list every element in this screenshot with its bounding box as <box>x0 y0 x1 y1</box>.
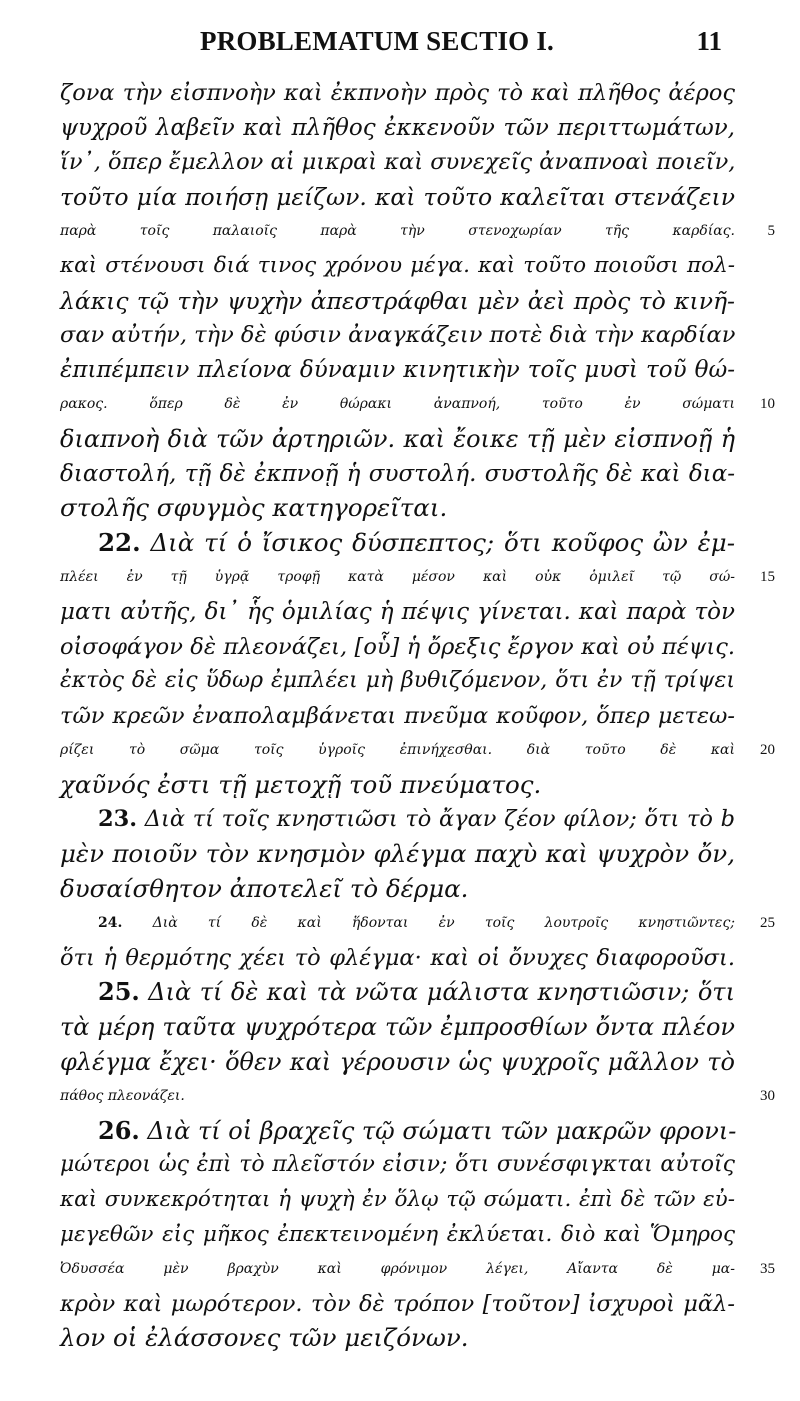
text-line <box>60 111 735 146</box>
text-line <box>60 1045 735 1080</box>
line-number-marker: 20 <box>760 742 775 759</box>
line-text: Διὰ τί δὲ καὶ τὰ νῶτα μάλιστα κνηστιῶσιν; ὅτι <box>148 978 735 1007</box>
line-number-marker: 5 <box>767 223 775 240</box>
text-line <box>60 1183 735 1218</box>
text-line <box>60 1114 735 1149</box>
problem-number: 25. <box>98 977 140 1007</box>
text-line <box>60 526 735 561</box>
text-line <box>60 560 775 595</box>
running-title: PROBLEMATUM SECTIO I. <box>200 26 554 56</box>
text-line <box>60 318 735 353</box>
line-text: Ὀδυσσέα μὲν βραχὺν καὶ φρόνιμον λέγει, Αἴαντα δὲ μα- <box>60 1261 735 1278</box>
line-number-marker: 10 <box>760 396 775 413</box>
text-line <box>60 1148 735 1183</box>
text-line <box>60 1079 775 1114</box>
text-line <box>60 284 735 319</box>
text-line <box>60 837 735 872</box>
line-text: καὶ στένουσι διά τινος χρόνου μέγα. καὶ τοῦτο ποιοῦσι πολ- <box>60 252 735 278</box>
text-line <box>60 872 735 907</box>
text-line <box>60 422 735 457</box>
line-number-marker: 15 <box>760 569 775 586</box>
line-text: χαῦνός ἐστι τῇ μετοχῇ τοῦ πνεύματος. <box>60 769 542 799</box>
line-number-marker: 30 <box>760 1088 775 1105</box>
body-text <box>60 76 775 1356</box>
line-text: Διὰ τί οἱ βραχεῖς τῷ σώματι τῶν μακρῶν φρονι- <box>147 1116 737 1145</box>
line-text: φλέγμα ἔχει· ὅθεν καὶ γέρουσιν ὡς ψυχροῖς μᾶλλον τὸ <box>60 1047 735 1076</box>
line-text: παρὰ τοῖς παλαιοῖς παρὰ τὴν στενοχωρίαν τῆς καρδίας. <box>60 223 735 240</box>
text-line <box>60 941 735 976</box>
line-text: διαπνοὴ διὰ τῶν ἀρτηριῶν. καὶ ἔοικε τῇ μὲν εἰσπνοῇ ἡ <box>60 424 735 453</box>
line-text: Διὰ τί τοῖς κνηστιῶσι τὸ ἄγαν ζέον φίλον; ὅτι τὸ b <box>144 806 735 833</box>
line-text: ἐκτὸς δὲ εἰς ὕδωρ ἐμπλέει μὴ βυθιζόμενον, ὅτι ἐν τῇ τρίψει <box>60 668 735 694</box>
text-line <box>60 664 735 699</box>
line-text: μώτεροι ὡς ἐπὶ τὸ πλεῖστόν εἰσιν; ὅτι συνέσφιγκται αὐτοῖς <box>60 1152 735 1178</box>
line-text: λάκις τῷ τὴν ψυχὴν ἀπεστράφθαι μὲν ἀεὶ πρὸς τὸ κινῆ- <box>60 286 735 315</box>
text-line <box>60 353 735 388</box>
text-line <box>60 630 735 665</box>
text-line <box>60 1252 775 1287</box>
text-line <box>60 180 735 215</box>
line-text: ζονα τὴν εἰσπνοὴν καὶ ἐκπνοὴν πρὸς τὸ καὶ πλῆθος ἀέρος <box>60 80 735 106</box>
line-text: λον οἱ ἐλάσσονες τῶν μειζόνων. <box>60 1323 469 1353</box>
line-text: πάθος πλεονάζει. <box>60 1088 185 1105</box>
line-number-marker: 35 <box>760 1261 775 1278</box>
line-text: ρακος. ὅπερ δὲ ἐν θώρακι ἀναπνοή, τοῦτο ἐν σώματι <box>60 396 735 413</box>
page-number: 11 <box>696 26 722 56</box>
line-text: δυσαίσθητον ἀποτελεῖ τὸ δέρμα. <box>60 873 469 903</box>
problem-number: 24. <box>98 915 123 932</box>
line-text: τῶν κρεῶν ἐναπολαμβάνεται πνεῦμα κοῦφον, ὅπερ μετεω- <box>60 702 735 729</box>
line-text: ἵν᾽, ὅπερ ἔμελλον αἱ μικραὶ καὶ συνεχεῖς ἀναπνοαὶ ποιεῖν, <box>60 149 736 176</box>
text-line <box>60 906 775 941</box>
line-text: Διὰ τί ὁ ἴσικος δύσπεπτος; ὅτι κοῦφος ὢν ἐμ- <box>150 527 735 557</box>
line-text: ματι αὐτῆς, δι᾽ ἧς ὁμιλίας ἡ πέψις γίνεται. καὶ παρὰ τὸν <box>60 598 735 625</box>
line-number-marker: 25 <box>760 915 775 932</box>
line-text: ἐπιπέμπειν πλείονα δύναμιν κινητικὴν τοῖς μυσὶ τοῦ θώ- <box>60 356 735 383</box>
line-text: διαστολή, τῇ δὲ ἐκπνοῇ ἡ συστολή. συστολῆς δὲ καὶ δια- <box>60 460 735 487</box>
text-line <box>60 387 775 422</box>
text-line <box>60 457 735 492</box>
problem-number: 23. <box>98 806 138 833</box>
text-line <box>60 1321 735 1356</box>
line-text: κρὸν καὶ μωρότερον. τὸν δὲ τρόπον [τοῦτον] ἰσχυροὶ μᾶλ- <box>60 1290 735 1317</box>
text-line <box>60 76 735 111</box>
text-line <box>60 733 775 768</box>
line-text: στολῆς σφυγμὸς κατηγορεῖται. <box>60 493 448 523</box>
text-line <box>60 802 735 837</box>
page-header <box>0 26 800 62</box>
text-line <box>60 975 735 1010</box>
text-line <box>60 1287 735 1322</box>
line-text: καὶ συνκεκρότηται ἡ ψυχὴ ἐν ὅλῳ τῷ σώματι. ἐπὶ δὲ τῶν εὐ- <box>60 1187 735 1212</box>
text-line <box>60 768 735 803</box>
text-line <box>60 699 735 734</box>
text-line <box>60 491 735 526</box>
text-line <box>60 1010 735 1045</box>
line-text: πλέει ἐν τῇ ὑγρᾷ τροφῇ κατὰ μέσον καὶ οὐκ ὁμιλεῖ τῷ σώ- <box>60 569 735 586</box>
line-text: ρίζει τὸ σῶμα τοῖς ὑγροῖς ἐπινήχεσθαι. διὰ τοῦτο δὲ καὶ <box>60 742 735 759</box>
problem-number: 22. <box>98 527 141 557</box>
text-line <box>60 214 775 249</box>
line-text: μεγεθῶν εἰς μῆκος ἐπεκτεινομένη ἐκλύεται. διὸ καὶ Ὅμηρος <box>60 1221 735 1247</box>
line-text: Διὰ τί δὲ καὶ ἥδονται ἐν τοῖς λουτροῖς κνηστιῶντες; <box>152 915 736 932</box>
line-text: τοῦτο μία ποιήσῃ μείζων. καὶ τοῦτο καλεῖται στενάζειν <box>60 182 735 211</box>
line-text: σαν αὐτήν, τὴν δὲ φύσιν ἀναγκάζειν ποτὲ διὰ τὴν καρδίαν <box>60 322 736 349</box>
problem-number: 26. <box>98 1115 140 1145</box>
text-line <box>60 595 735 630</box>
line-text: οἰσοφάγον δὲ πλεονάζει, [οὗ] ἡ ὄρεξις ἔργον καὶ οὐ πέψις. <box>60 633 735 660</box>
text-line <box>60 249 735 284</box>
line-text: ψυχροῦ λαβεῖν καὶ πλῆθος ἐκκενοῦν τῶν περιττωμάτων, <box>60 114 735 141</box>
line-text: ὅτι ἡ θερμότης χέει τὸ φλέγμα· καὶ οἱ ὄνυχες διαφοροῦσι. <box>60 944 735 971</box>
line-text: τὰ μέρη ταῦτα ψυχρότερα τῶν ἐμπροσθίων ὄντα πλέον <box>60 1013 735 1042</box>
line-text: μὲν ποιοῦν τὸν κνησμὸν φλέγμα παχὺ καὶ ψυχρὸν ὄν, <box>60 839 735 869</box>
text-line <box>60 145 735 180</box>
text-line <box>60 1218 735 1253</box>
